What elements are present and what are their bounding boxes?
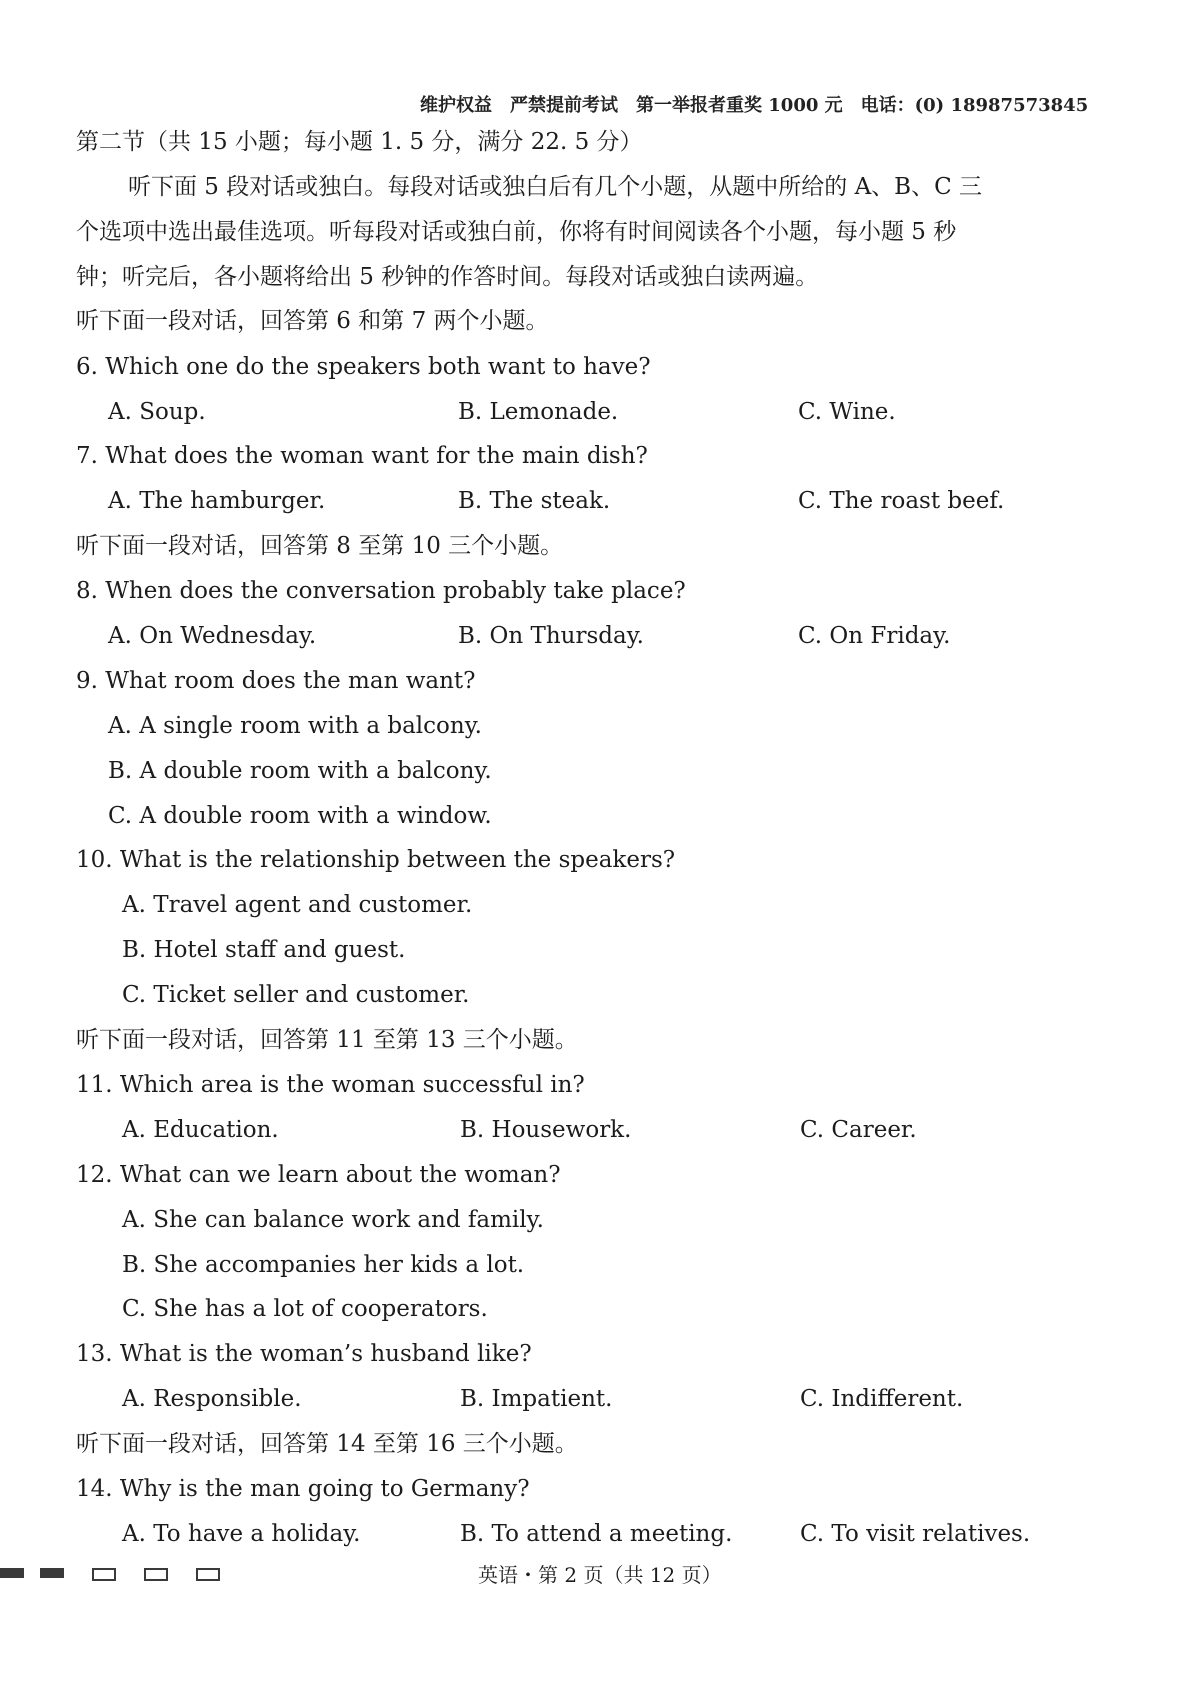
option-b: B. She accompanies her kids a lot. [122, 1252, 525, 1278]
page-marker-empty [144, 1568, 168, 1581]
option-a: A. The hamburger. [108, 488, 326, 514]
option-c: C. Wine. [798, 399, 896, 425]
option-a: A. Education. [122, 1117, 279, 1143]
question-stem: 14. Why is the man going to Germany? [76, 1476, 530, 1502]
question-stem: 11. Which area is the woman successful in? [76, 1072, 585, 1098]
option-a: A. A single room with a balcony. [108, 713, 482, 739]
page-marker-empty [196, 1568, 220, 1581]
question-stem: 6. Which one do the speakers both want to have? [76, 354, 651, 380]
option-c: C. Career. [800, 1117, 917, 1143]
option-c: C. Indifferent. [800, 1386, 964, 1412]
option-a: A. To have a holiday. [122, 1521, 361, 1547]
option-c: C. To visit relatives. [800, 1521, 1031, 1547]
question-stem: 10. What is the relationship between the speakers? [76, 847, 676, 873]
page-footer: 英语・第 2 页（共 12 页） [478, 1563, 722, 1587]
page-marker-empty [92, 1568, 116, 1581]
page-marker-filled [40, 1568, 64, 1578]
group-heading: 听下面一段对话，回答第 8 至第 10 三个小题。 [76, 533, 564, 559]
question-stem: 12. What can we learn about the woman? [76, 1162, 561, 1188]
option-c: C. She has a lot of cooperators. [122, 1296, 488, 1322]
option-a: A. On Wednesday. [108, 623, 317, 649]
page-header: 维护权益 严禁提前考试 第一举报者重奖 1000 元 电话：(0) 18987573845 [420, 95, 1089, 116]
option-a: A. Soup. [108, 399, 206, 425]
option-c: C. The roast beef. [798, 488, 1005, 514]
option-b: B. A double room with a balcony. [108, 758, 492, 784]
section-title: 第二节（共 15 小题；每小题 1. 5 分，满分 22. 5 分） [76, 129, 643, 155]
option-c: C. On Friday. [798, 623, 951, 649]
option-b: B. Housework. [460, 1117, 632, 1143]
option-b: B. The steak. [458, 488, 611, 514]
option-a: A. Travel agent and customer. [122, 892, 473, 918]
question-stem: 9. What room does the man want? [76, 668, 476, 694]
group-heading: 听下面一段对话，回答第 11 至第 13 三个小题。 [76, 1027, 578, 1053]
option-b: B. Lemonade. [458, 399, 619, 425]
question-stem: 7. What does the woman want for the main dish? [76, 443, 648, 469]
option-b: B. To attend a meeting. [460, 1521, 733, 1547]
option-b: B. On Thursday. [458, 623, 644, 649]
option-b: B. Hotel staff and guest. [122, 937, 406, 963]
page-marker-filled [0, 1568, 24, 1578]
group-heading: 听下面一段对话，回答第 14 至第 16 三个小题。 [76, 1431, 578, 1457]
instructions-line: 钟；听完后，各小题将给出 5 秒钟的作答时间。每段对话或独白读两遍。 [76, 264, 819, 290]
option-a: A. She can balance work and family. [122, 1207, 544, 1233]
instructions-line: 听下面 5 段对话或独白。每段对话或独白后有几个小题，从题中所给的 A、B、C 三 [128, 174, 982, 200]
option-b: B. Impatient. [460, 1386, 613, 1412]
option-c: C. A double room with a window. [108, 803, 492, 829]
question-stem: 8. When does the conversation probably take place? [76, 578, 686, 604]
group-heading: 听下面一段对话，回答第 6 和第 7 两个小题。 [76, 308, 549, 334]
option-c: C. Ticket seller and customer. [122, 982, 470, 1008]
instructions-line: 个选项中选出最佳选项。听每段对话或独白前，你将有时间阅读各个小题，每小题 5 秒 [76, 219, 957, 245]
option-a: A. Responsible. [122, 1386, 302, 1412]
question-stem: 13. What is the woman’s husband like? [76, 1341, 532, 1367]
